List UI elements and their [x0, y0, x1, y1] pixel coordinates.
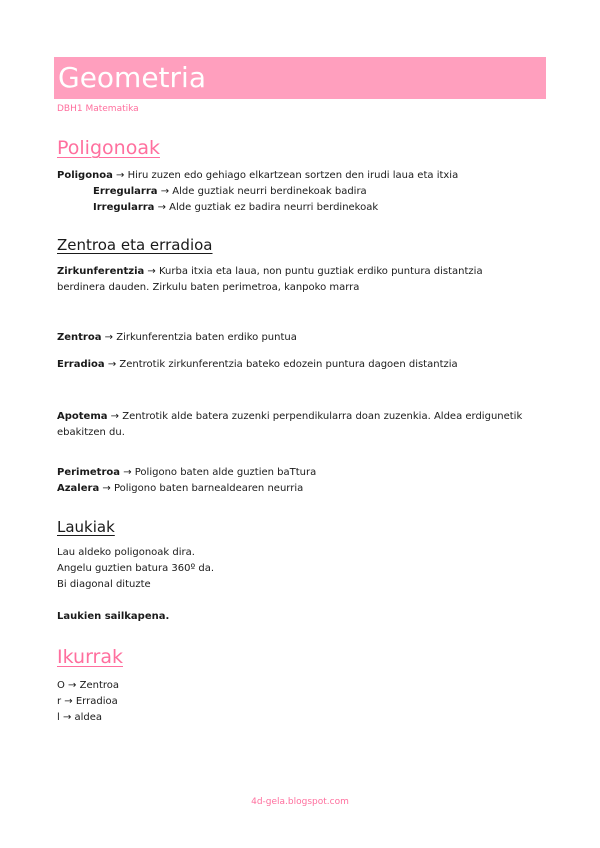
- term-apotema: Apotema: [57, 411, 108, 422]
- heading-laukiak: Laukiak: [57, 518, 115, 536]
- symbol-erradioa-text: → Erradioa: [61, 696, 118, 707]
- page-title: Geometria: [58, 61, 206, 94]
- symbol-zentroa-text: → Zentroa: [64, 680, 120, 691]
- laukiak-line-1: Lau aldeko poligonoak dira.: [57, 547, 195, 558]
- footer-link[interactable]: 4d-gela.blogspot.com: [251, 797, 349, 807]
- symbol-item: [57, 710, 102, 726]
- symbol-erradioa: r: [57, 696, 62, 707]
- heading-zentroa-erradioa: Zentroa eta erradioa: [57, 236, 213, 254]
- symbol-item: [57, 694, 118, 710]
- sailkapena-label: Laukien sailkapena.: [57, 611, 170, 622]
- term-azalera: Azalera: [57, 483, 100, 494]
- term-zirkunferentzia: Zirkunferentzia: [57, 266, 145, 277]
- definition-azalera: [57, 481, 303, 497]
- term-perimetroa: Perimetroa: [57, 467, 121, 478]
- term-erradioa: Erradioa: [57, 359, 105, 370]
- text-erradioa: → Zentrotik zirkunferentzia bateko edozein puntura dagoen distantzia: [104, 359, 458, 370]
- text-zirkunferentzia: → Kurba itxia eta laua, non puntu guztiak erdiko puntura distantzia berdinera dauden. Zirkulu baten perimetroa, kanpoko marra: [57, 266, 483, 293]
- type-erregularra: [93, 184, 367, 200]
- definition-erradioa: [57, 357, 458, 373]
- symbol-item: [57, 678, 119, 694]
- text-erregularra: → Alde guztiak neurri berdinekoak badira: [157, 186, 367, 197]
- laukiak-sailkapena: [57, 609, 169, 625]
- term-irregularra: Irregularra: [93, 202, 155, 213]
- text-azalera: → Poligono baten barnealdearen neurria: [99, 483, 304, 494]
- title-banner: [54, 57, 546, 99]
- term-zentroa: Zentroa: [57, 332, 102, 343]
- definition-poligonoa: [57, 168, 458, 184]
- text-poligonoa: → Hiru zuzen edo gehiago elkartzean sortzen den irudi laua eta itxia: [112, 170, 459, 181]
- symbol-aldea-text: → aldea: [59, 712, 103, 723]
- definition-apotema: [57, 409, 527, 441]
- symbol-zentroa: O: [57, 680, 65, 691]
- type-irregularra: [93, 200, 378, 216]
- symbol-aldea: l: [57, 712, 60, 723]
- term-erregularra: Erregularra: [93, 186, 158, 197]
- definition-zirkunferentzia: [57, 264, 527, 296]
- text-irregularra: → Alde guztiak ez badira neurri berdinekoak: [154, 202, 379, 213]
- text-zentroa: → Zirkunferentzia baten erdiko puntua: [101, 332, 297, 343]
- term-poligonoa: Poligonoa: [57, 170, 113, 181]
- page-subtitle: DBH1 Matematika: [57, 104, 139, 114]
- laukiak-line-3: Bi diagonal dituzte: [57, 579, 151, 590]
- heading-poligonoak: Poligonoak: [57, 137, 160, 159]
- heading-ikurrak: Ikurrak: [57, 646, 123, 668]
- text-apotema: → Zentrotik alde batera zuzenki perpendikularra doan zuzenkia. Aldea erdigunetik ebakitzen du.: [57, 411, 523, 438]
- laukiak-line-2: Angelu guztien batura 360º da.: [57, 563, 215, 574]
- definition-perimetroa: [57, 465, 316, 481]
- text-perimetroa: → Poligono baten alde guztien baTtura: [120, 467, 317, 478]
- definition-zentroa: [57, 330, 297, 346]
